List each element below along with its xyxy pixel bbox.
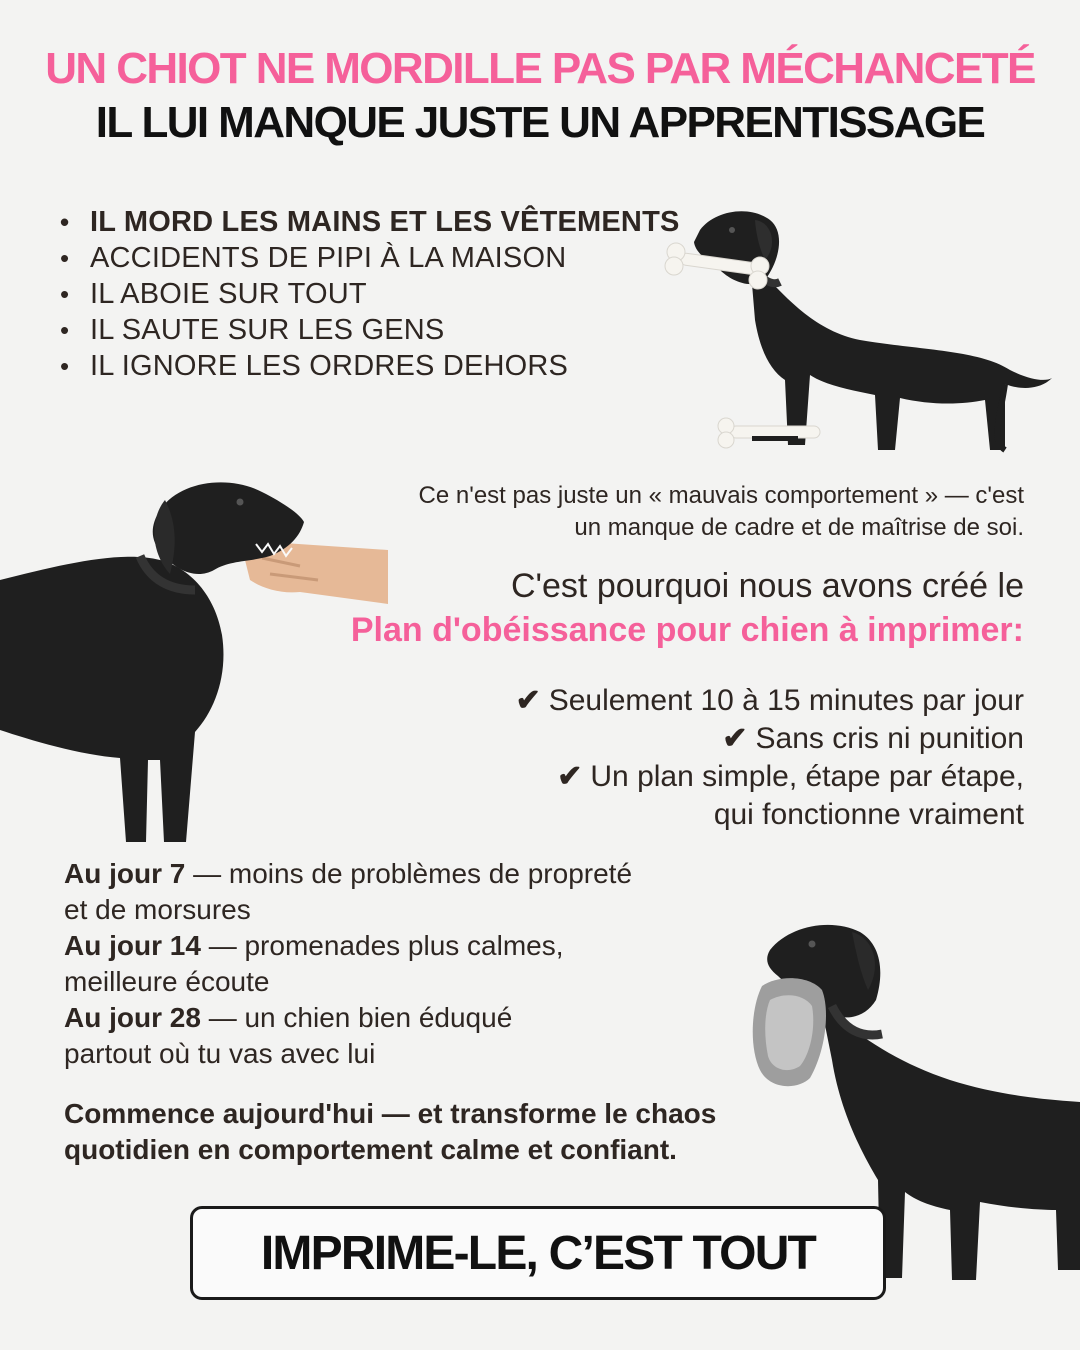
problem-item: • IL SAUTE SUR LES GENS	[60, 312, 680, 348]
timeline-entry	[64, 928, 632, 964]
product-name: Plan d'obéissance pour chien à imprimer:	[350, 611, 1024, 649]
checkmark-icon: ✔	[515, 684, 541, 717]
timeline-entry	[64, 856, 632, 892]
intro-line: Ce n'est pas juste un « mauvais comportement » — c'est	[418, 482, 1024, 509]
timeline-text: — moins de problèmes de propreté	[185, 858, 633, 889]
timeline	[64, 856, 632, 1072]
checkmark-icon: ✔	[557, 760, 583, 793]
checkmark-icon: ✔	[722, 722, 748, 755]
lead-text	[351, 564, 1024, 652]
cta-line: quotidien en comportement calme et confiant.	[64, 1134, 677, 1165]
timeline-day: Au jour 28	[64, 1002, 201, 1033]
benefit-continuation: qui fonctionne vraiment	[713, 798, 1024, 831]
dog-biting-hand-illustration	[0, 470, 400, 850]
intro-line: un manque de cadre et de maîtrise de soi.	[574, 514, 1024, 541]
timeline-continuation: partout où tu vas avec lui	[64, 1038, 376, 1069]
timeline-entry	[64, 1000, 632, 1036]
benefit-item	[516, 682, 1024, 720]
timeline-text: — un chien bien éduqué	[200, 1002, 513, 1033]
timeline-day: Au jour 14	[64, 930, 201, 961]
cta-line: Commence aujourd'hui — et transforme le chaos	[64, 1098, 717, 1129]
timeline-day: Au jour 7	[64, 858, 186, 889]
lead-line: C'est pourquoi nous avons créé le	[510, 567, 1024, 605]
headline-pink: UN CHIOT NE MORDILLE PAS PAR MÉCHANCETÉ	[45, 44, 1035, 93]
print-button-label: IMPRIME-LE, C’EST TOUT	[260, 1226, 816, 1280]
dog-with-bone-illustration	[660, 200, 1060, 460]
benefit-text: Seulement 10 à 15 minutes par jour	[548, 684, 1024, 717]
problem-item: • IL ABOIE SUR TOUT	[60, 276, 680, 312]
headline-black: IL LUI MANQUE JUSTE UN APPRENTISSAGE	[95, 98, 985, 147]
problem-item: • ACCIDENTS DE PIPI À LA MAISON	[60, 240, 680, 276]
benefit-text: Un plan simple, étape par étape,	[590, 760, 1024, 793]
print-button[interactable]	[190, 1206, 886, 1300]
cta-text	[64, 1096, 716, 1168]
benefit-text: Sans cris ni punition	[755, 722, 1024, 755]
problem-item: • IL IGNORE LES ORDRES DEHORS	[60, 348, 680, 384]
benefit-item	[516, 720, 1024, 758]
timeline-text: — promenades plus calmes,	[200, 930, 564, 961]
problem-list	[60, 204, 680, 384]
timeline-continuation: meilleure écoute	[64, 966, 270, 997]
problem-item: • IL MORD LES MAINS ET LES VÊTEMENTS	[60, 204, 680, 240]
timeline-continuation: et de morsures	[64, 894, 251, 925]
benefit-list	[516, 682, 1024, 834]
intro-text	[419, 480, 1024, 544]
benefit-item	[516, 758, 1024, 796]
